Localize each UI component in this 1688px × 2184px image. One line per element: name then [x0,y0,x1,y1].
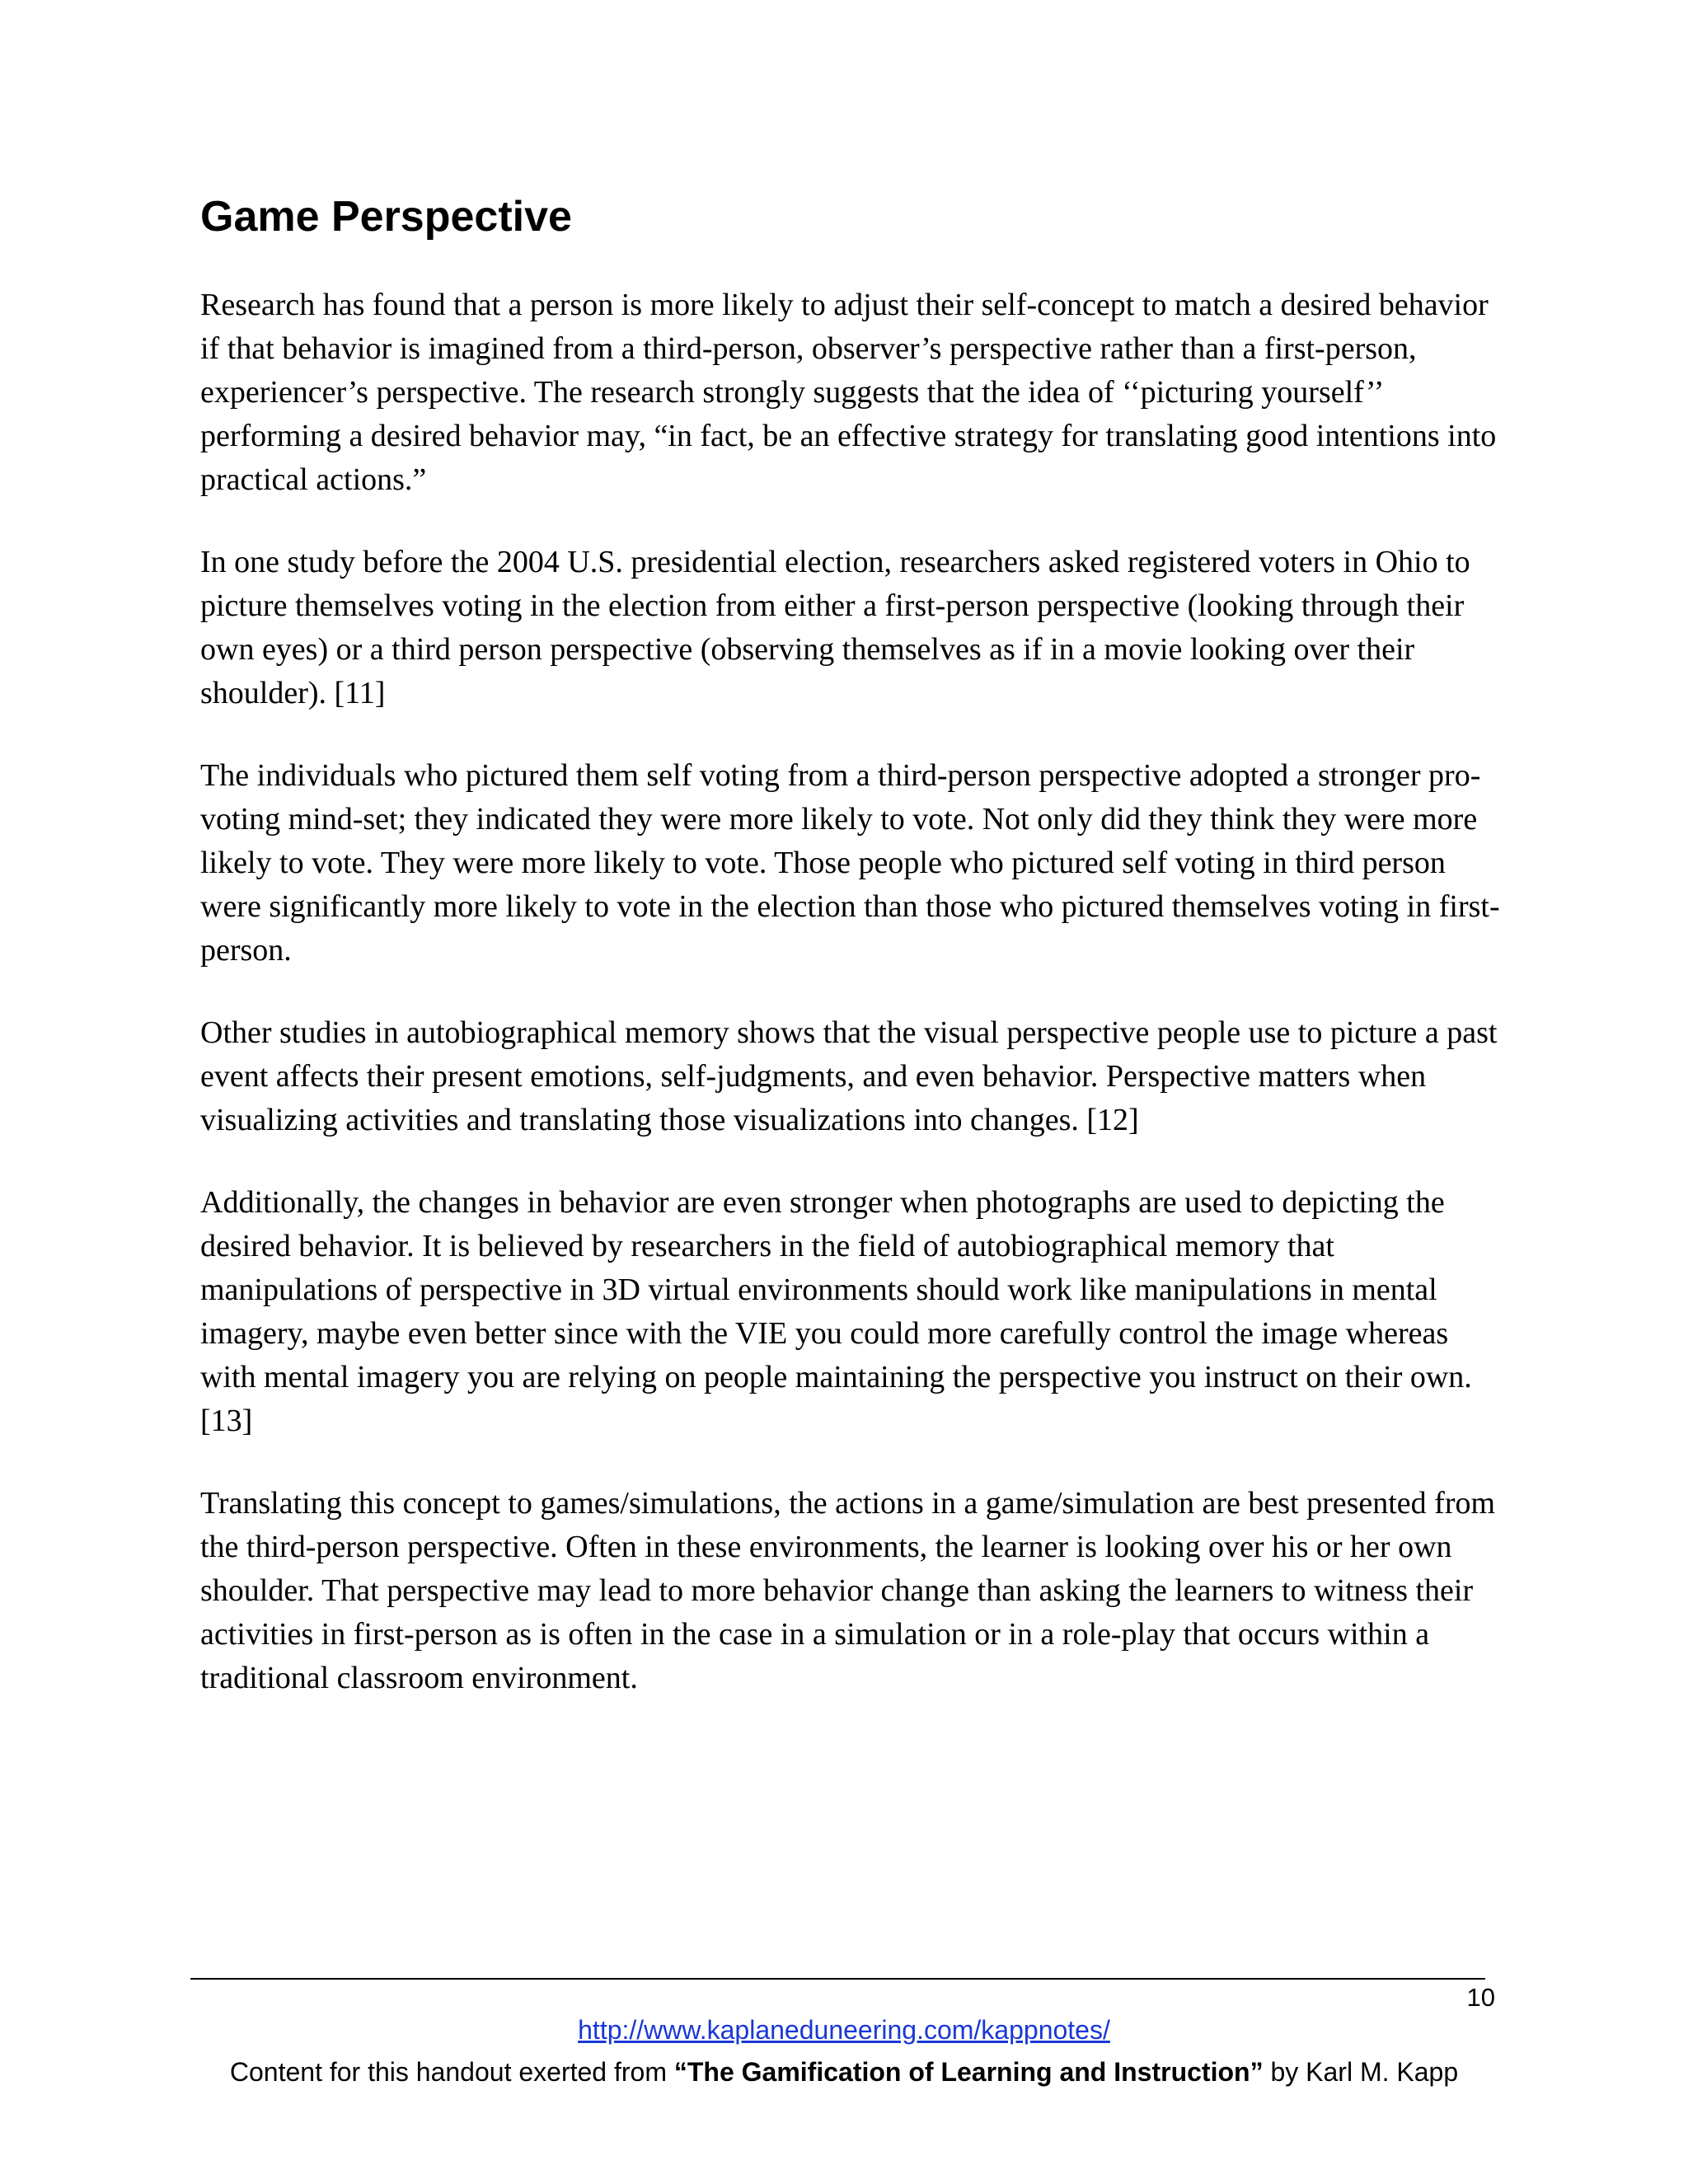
page-content [200,191,1503,1739]
page-number: 10 [1466,1983,1495,2012]
paragraph-2: In one study before the 2004 U.S. presidential election, researchers asked registered voters in Ohio to picture themselves voting in the election from either a first-person perspective (looking through their own eyes) or a third person perspective (observing themselves as if in a movie looking over their shoulder). [11] [200,545,1470,711]
credit-author: by Karl M. Kapp [1263,2057,1459,2087]
footer-credit [0,2057,1688,2088]
footer-divider [190,1978,1485,1980]
credit-prefix: Content for this handout exerted from [229,2057,674,2087]
paragraph-5: Additionally, the changes in behavior are even stronger when photographs are used to depicting the desired behavior. It is believed by researchers in the field of autobiographical memory that manipulations of perspective in 3D virtual environments should work like manipulations in mental imagery, maybe even better since with the VIE you could more carefully control the image whereas with mental imagery you are relying on people maintaining the perspective you instruct on their own.[13] [200,1185,1472,1439]
paragraph-6: Translating this concept to games/simulations, the actions in a game/simulation are best presented from the third-person perspective. Often in these environments, the learner is looking over his or her own shoulder. That perspective may lead to more behavior change than asking the learners to witness their activities in first-person as is often in the case in a simulation or in a role-play that occurs within a traditional classroom environment. [200,1486,1496,1696]
paragraph-3: The individuals who pictured them self voting from a third-person perspective adopted a stronger pro-voting mind-set; they indicated they were more likely to vote. Not only did they think they were more likely to vote. They were more likely to vote. Those people who pictured self voting in third person were significantly more likely to vote in the election than those who pictured themselves voting in first-person. [200,758,1500,968]
paragraph-4: Other studies in autobiographical memory shows that the visual perspective people use to picture a past event affects their present emotions, self-judgments, and even behavior. Perspective matters when visualizing activities and translating those visualizations into changes. [12] [200,1015,1498,1138]
page-title: Game Perspective [200,193,572,241]
footer-link[interactable]: http://www.kaplaneduneering.com/kappnotes/ [578,2015,1110,2045]
paragraph-1: Research has found that a person is more likely to adjust their self-concept to match a desired behavior if that behavior is imagined from a third-person, observer’s perspective rather than a first-person, experiencer’s perspective. The research strongly suggests that the idea of ‘‘picturing yourself’’ performing a desired behavior may, “in fact, be an effective strategy for translating good intentions into practical actions.” [200,288,1497,498]
credit-book-title: “The Gamification of Learning and Instruction” [673,2057,1264,2087]
